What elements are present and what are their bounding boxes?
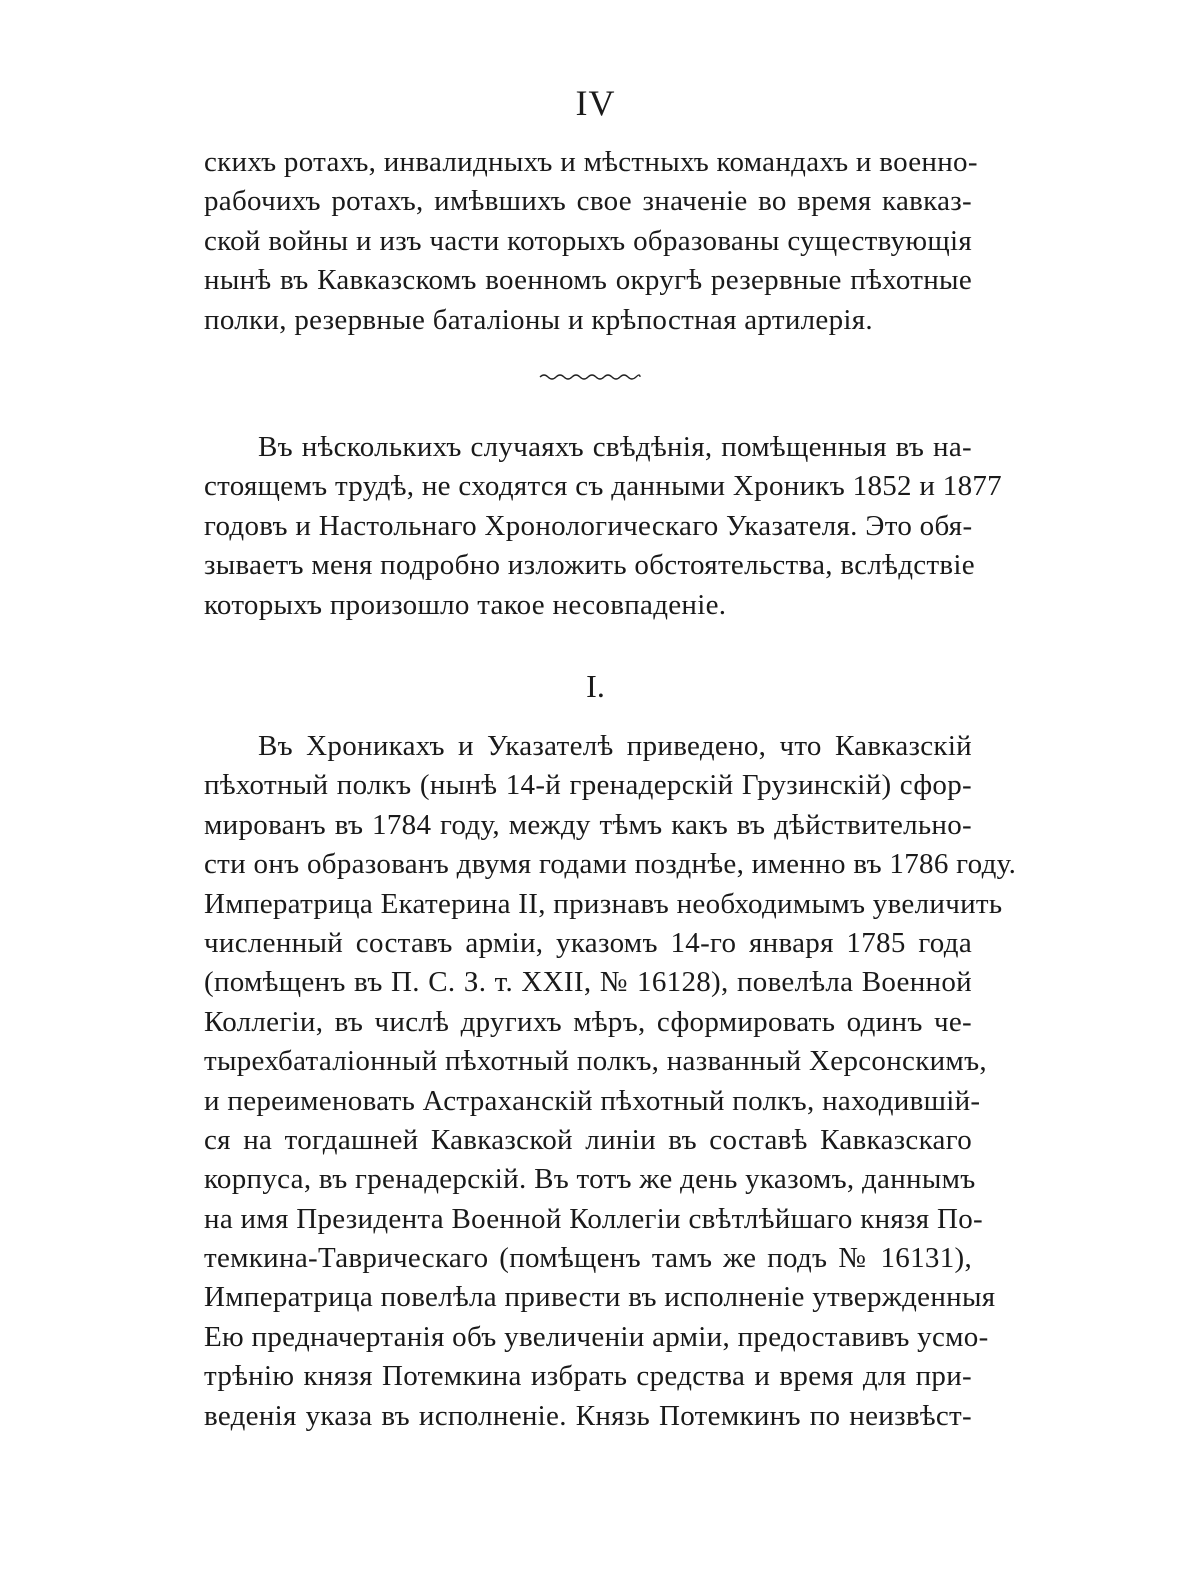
text-line: Коллегіи, въ числѣ другихъ мѣръ, сформировать одинъ че- bbox=[204, 1005, 972, 1038]
text-line: ской войны и изъ части которыхъ образованы существующія bbox=[204, 224, 972, 257]
text-line: мированъ въ 1784 году, между тѣмъ какъ въ дѣйствительно- bbox=[204, 808, 972, 841]
text-line: нынѣ въ Кавказскомъ военномъ округѣ резервные пѣхотные bbox=[204, 264, 972, 297]
text-line: Императрица Екатерина II, признавъ необходимымъ увеличить bbox=[204, 887, 1003, 920]
text-line: пѣхотный полкъ (нынѣ 14-й гренадерскій Грузинскій) сфор- bbox=[204, 769, 972, 802]
text-line: и переименовать Астраханскій пѣхотный полкъ, находившій- bbox=[204, 1084, 981, 1117]
text-line: веденія указа въ исполненіе. Князь Потемкинъ по неизвѣст- bbox=[204, 1399, 972, 1432]
text-line: темкина-Таврическаго (помѣщенъ тамъ же подъ № 16131), bbox=[204, 1242, 972, 1275]
text-line: численный составъ арміи, указомъ 14-го января 1785 года bbox=[204, 926, 972, 959]
page-number: IV bbox=[575, 83, 616, 123]
text-line: Ею предначертанія объ увеличеніи арміи, предоставивъ усмо- bbox=[204, 1320, 989, 1353]
paragraph-introduction bbox=[204, 428, 1002, 625]
text-line: трѣнію князя Потемкина избрать средства и время для при- bbox=[204, 1360, 972, 1393]
text-line: корпуса, въ гренадерскій. Въ тотъ же день указомъ, даннымъ bbox=[204, 1163, 976, 1196]
text-line: зываетъ меня подробно изложить обстоятельства, вслѣдствіе bbox=[204, 549, 975, 582]
text-line: Въ нѣсколькихъ случаяхъ свѣдѣнія, помѣщенныя въ на- bbox=[258, 431, 972, 463]
paragraph-continued bbox=[204, 143, 978, 340]
text-line: скихъ ротахъ, инвалидныхъ и мѣстныхъ командахъ и военно- bbox=[204, 146, 978, 178]
text-line: годовъ и Настольнаго Хронологическаго Указателя. Это обя- bbox=[204, 509, 973, 542]
section-heading: I. bbox=[586, 668, 605, 704]
wavy-divider-ornament bbox=[538, 372, 642, 382]
text-line: которыхъ произошло такое несовпаденіе. bbox=[204, 588, 727, 621]
text-line: Императрица повелѣла привести въ исполненіе утвержденныя bbox=[204, 1281, 996, 1314]
text-line: ся на тогдашней Кавказской линіи въ составѣ Кавказскаго bbox=[204, 1123, 972, 1156]
text-line: на имя Президента Военной Коллегіи свѣтлѣйшаго князя По- bbox=[204, 1202, 983, 1235]
paragraph-section-one bbox=[204, 727, 1017, 1436]
text-line: полки, резервные баталіоны и крѣпостная артилерія. bbox=[204, 303, 873, 336]
text-line: Въ Хроникахъ и Указателѣ приведено, что Кавказскій bbox=[258, 730, 972, 762]
text-line: рабочихъ ротахъ, имѣвшихъ свое значеніе во время кавказ- bbox=[204, 185, 972, 218]
text-line: (помѣщенъ въ П. С. З. т. XXII, № 16128), повелѣла Военной bbox=[204, 966, 972, 999]
text-line: тырехбаталіонный пѣхотный полкъ, названный Херсонскимъ, bbox=[204, 1045, 987, 1078]
text-line: стоящемъ трудѣ, не сходятся съ данными Хроникъ 1852 и 1877 bbox=[204, 470, 1002, 503]
text-line: сти онъ образованъ двумя годами позднѣе, именно въ 1786 году. bbox=[204, 848, 1017, 881]
